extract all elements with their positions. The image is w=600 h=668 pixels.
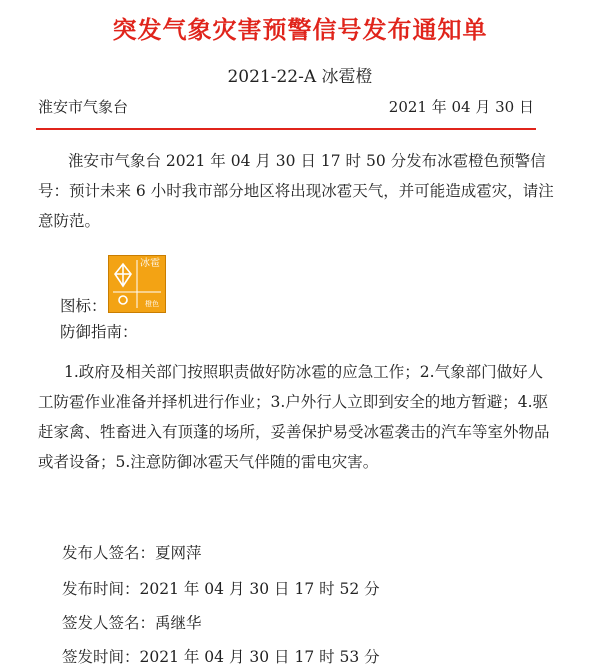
defense-guide: 1.政府及相关部门按照职责做好防冰雹的应急工作；2.气象部门做好人工防雹作业准备并择机进行作业；3.户外行人立即到安全的地方暂避；4.驱赶家禽、牲畜进入有顶蓬的场所，妥善保护易受冰雹袭击的汽车等室外物品或者设备；5.注意防御冰雹天气伴随的雷电灾害。: [38, 363, 550, 471]
issuer: 淮安市气象台: [38, 98, 129, 116]
red-divider: [36, 128, 536, 130]
sign-time: 签发时间：2021 年 04 月 30 日 17 时 53 分: [62, 648, 380, 666]
document-number: 2021-22-A 冰雹橙: [227, 67, 373, 87]
notice-title: 突发气象灾害预警信号发布通知单: [112, 16, 488, 44]
guide-title: 防御指南：: [60, 323, 138, 341]
notice-body: 淮安市气象台 2021 年 04 月 30 日 17 时 50 分发布冰雹橙色预警信号：预计未来 6 小时我市部分地区将出现冰雹天气，并可能造成雹灾，请注意防范。: [38, 152, 554, 230]
icon-corner-text: 橙色: [145, 300, 159, 308]
signer-signature: 签发人签名：禹继华: [62, 614, 202, 632]
publish-time: 发布时间：2021 年 04 月 30 日 17 时 52 分: [62, 580, 380, 598]
icon-text: 冰雹: [140, 258, 160, 269]
publisher-signature: 发布人签名：夏网萍: [62, 544, 202, 562]
icon-label: 图标：: [60, 297, 107, 315]
hail-orange-warning-icon: [108, 255, 166, 313]
issue-date: 2021 年 04 月 30 日: [388, 98, 534, 116]
